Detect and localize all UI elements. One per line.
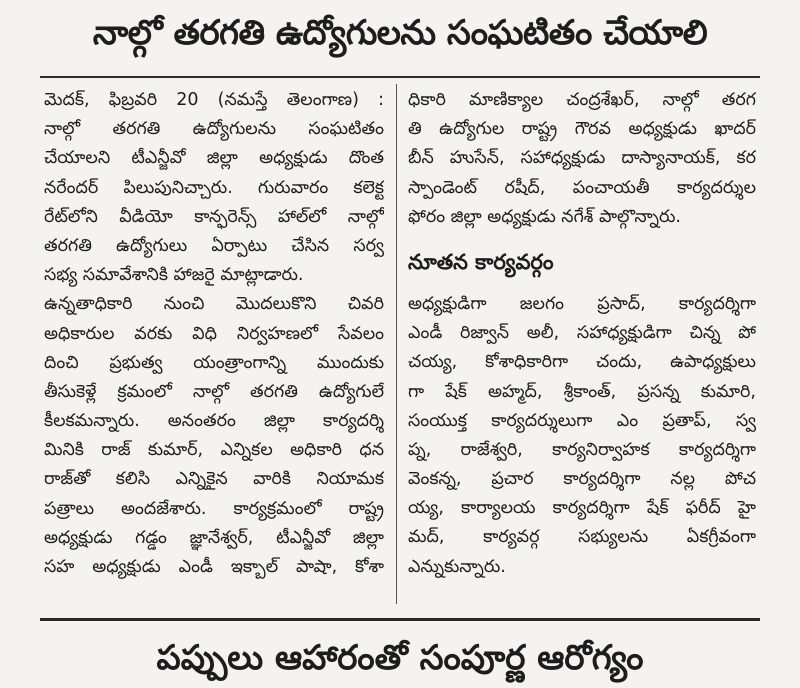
right-line: ఎండీ రిజ్వాన్ అలీ, సహాధ్యక్షుడిగా చిన్న పో (408, 323, 756, 344)
left-line: దించి ప్రభుత్వ యంత్రాంగాన్ని ముందుకు (44, 352, 384, 373)
right-line: బీన్ హుసేన్, సహాధ్యక్షుడు దాస్యానాయక్, కర (408, 148, 756, 169)
right-line: స్పాండెంట్ రషీద్, పంచాయతీ కార్యదర్శుల (408, 177, 756, 198)
left-line: తీసుకెళ్లే క్రమంలో నాల్గో తరగతి ఉద్యోగులే (44, 381, 384, 402)
right-line: అధ్యక్షుడిగా జలగం ప్రసాద్, కార్యదర్శిగా (408, 293, 756, 314)
article-headline: నాల్గో తరగతి ఉద్యోగులను సంఘటితం చేయాలి (92, 13, 708, 53)
right-line: మద్, కార్యవర్గ సభ్యులను ఏకగ్రీవంగా (408, 527, 756, 548)
left-line: మినికి రాజ్ కుమార్, ఎన్నికల అధికారి ధన (44, 440, 384, 461)
right-line: గా షేక్ అహ్మద్, శ్రీకాంత్, ప్రసన్న కుమారి, (408, 381, 756, 402)
right-line: చయ్య, కోశాధికారిగా చందు, ఉపాధ్యక్షులు (408, 352, 756, 373)
left-line: సభ్య సమావేశానికి హాజరై మాట్లాడారు. (44, 265, 304, 286)
left-line: ఉన్నతాధికారి నుంచి మొదలుకొని చివరి (44, 294, 384, 315)
left-line: సహ అధ్యక్షుడు ఎండీ ఇక్బాల్ పాషా, కోశా (44, 557, 384, 577)
left-line: నాల్గో తరగతి ఉద్యోగులను సంఘటితం (44, 119, 384, 140)
right-line: య్య, కార్యాలయ కార్యదర్శిగా షేక్ ఫరీద్ హై (408, 498, 756, 519)
left-line: మెదక్, ఫిబ్రవరి 20 (నమస్తే తెలంగాణ) : (44, 90, 384, 110)
left-line: నరేందర్ పిలుపునిచ్చారు. గురువారం కలెక్ట (44, 177, 384, 198)
next-article-headline: పప్పులు ఆహారంతో సంపూర్ణ ఆరోగ్యం (156, 638, 644, 678)
left-line: రాజ్‌తో కలిసి ఎన్నికైన వారికి నియామక (44, 469, 384, 490)
section-rule (40, 618, 760, 621)
right-line: ఎన్నుకున్నారు. (408, 556, 506, 577)
left-line: తరగతి ఉద్యోగులు ఏర్పాటు చేసిన సర్వ (44, 235, 384, 256)
right-line: ఫోరం జిల్లా అధ్యక్షుడు నగేశ్ పాల్గొన్నారు. (408, 206, 681, 227)
left-column (44, 86, 384, 582)
right-line: ధికారి మాణిక్యాల చంద్రశేఖర్, నాల్గో తరగ (408, 90, 756, 110)
right-line: సంయుక్త కార్యదర్శులుగా ఎం ప్రతాప్, స్వ (408, 410, 756, 431)
column-divider (396, 84, 397, 604)
right-line: తి ఉద్యోగుల రాష్ట్ర గౌరవ అధ్యక్షుడు ఖాదర్ (408, 119, 756, 140)
headline-rule (40, 76, 760, 78)
right-column (408, 86, 756, 582)
left-line: అధ్యక్షుడు గడ్డం జ్ఞానేశ్వర్, టీఎన్జీవో జిల్లా (44, 527, 384, 548)
right-line: ప్న, రాజేశ్వరి, కార్యనిర్వాహక కార్యదర్శిగా (408, 439, 756, 460)
left-line: చేయాలని టీఎన్జీవో జిల్లా అధ్యక్షుడు దొంత (44, 148, 384, 169)
left-line: అధికారుల వరకు విధి నిర్వహణలో సేవలం (44, 323, 384, 344)
left-line: రేట్‌లోని వీడియో కాన్ఫరెన్స్ హాల్‌లో నాల్గో (44, 206, 384, 227)
left-line: కీలకమన్నారు. అనంతరం జిల్లా కార్యదర్శి (44, 411, 384, 432)
left-line: పత్రాలు అందజేశారు. కార్యక్రమంలో రాష్ట్ర (44, 498, 384, 519)
section-subheading: నూతన కార్యవర్గం (408, 249, 554, 274)
right-line: వెంకన్న, ప్రచార కార్యదర్శిగా నల్ల పోచ (408, 469, 756, 490)
